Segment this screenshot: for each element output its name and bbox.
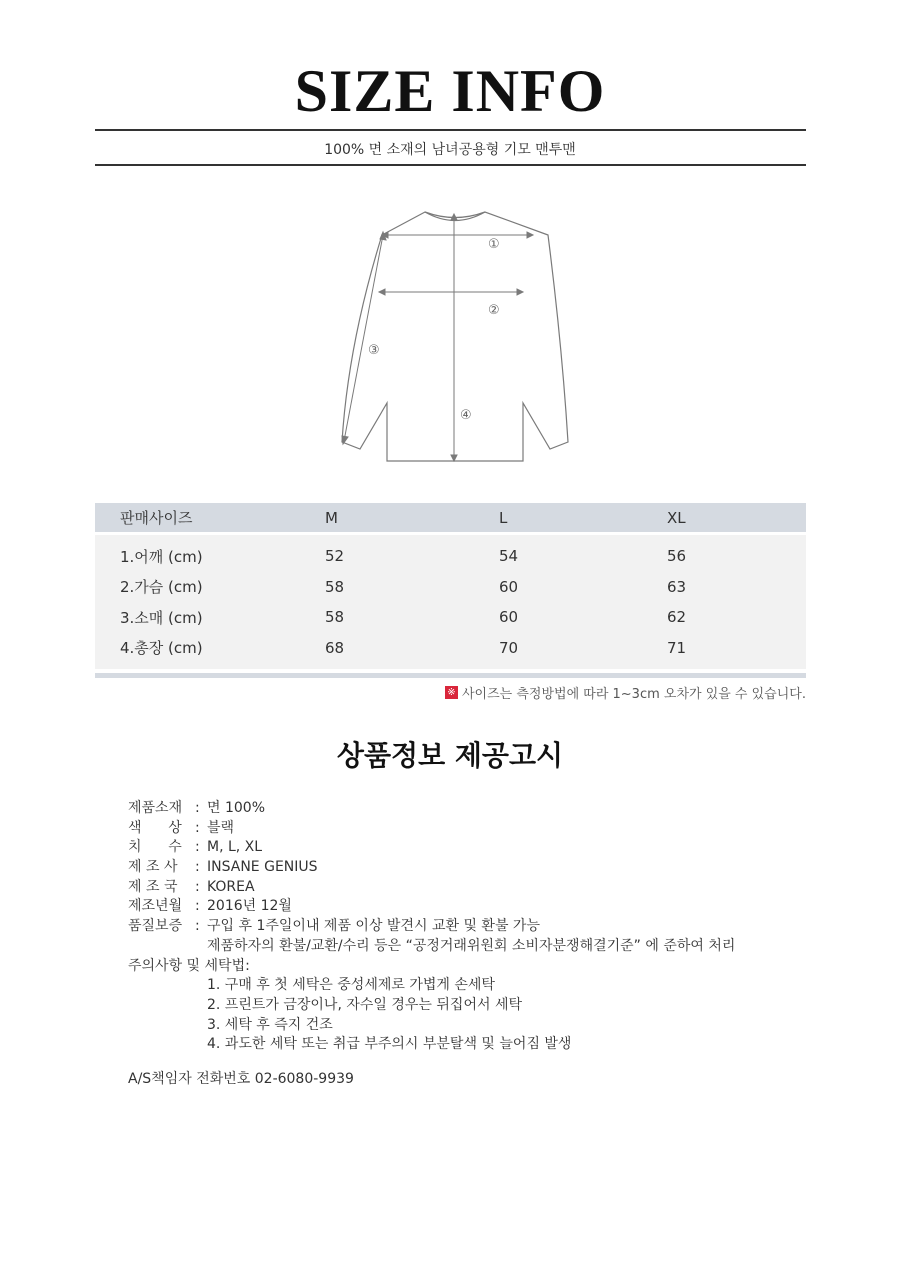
cell-value: 63	[667, 577, 687, 596]
column-header-l: L	[499, 508, 508, 527]
garment-outline	[342, 212, 568, 461]
list-item: 치 수 : M, L, XL	[128, 838, 828, 858]
table-row	[95, 633, 806, 664]
column-header-xl: XL	[667, 508, 686, 527]
product-info-title: 상품정보 제공고시	[336, 739, 564, 772]
table-row	[95, 602, 806, 633]
measurement-note	[445, 683, 806, 702]
cell-value: 60	[499, 577, 519, 596]
info-key: 치 수	[128, 839, 182, 856]
row-label: 3.소매 (cm)	[120, 608, 203, 627]
sweatshirt-measurement-diagram	[330, 205, 580, 470]
list-item: 제 조 국 : KOREA	[128, 878, 828, 898]
product-info-list	[128, 799, 828, 1055]
care-item: 4. 과도한 세탁 또는 취급 부주의시 부분탈색 및 늘어짐 발생	[207, 1036, 572, 1053]
column-header-size: 판매사이즈	[120, 509, 193, 527]
column-header-m: M	[325, 508, 338, 527]
marker-4: ④	[460, 408, 472, 423]
info-value: 구입 후 1주일이내 제품 이상 발견시 교환 및 환불 가능	[207, 918, 540, 935]
marker-2: ②	[488, 303, 500, 318]
cell-value: 52	[325, 547, 345, 566]
page-title: SIZE INFO	[294, 58, 606, 124]
cell-value: 58	[325, 577, 345, 596]
cell-value: 62	[667, 608, 687, 627]
cell-value: 60	[499, 608, 519, 627]
care-item: 1. 구매 후 첫 세탁은 중성세제로 가볍게 손세탁	[207, 977, 495, 994]
title-divider-top	[95, 129, 806, 131]
care-item: 3. 세탁 후 즉지 건조	[207, 1016, 333, 1033]
warranty-extra: 제품하자의 환불/교환/수리 등은 “공정거래위원회 소비자분쟁해결기준” 에 준하여 처리	[207, 937, 736, 954]
info-value: KOREA	[207, 878, 255, 895]
title-divider-bottom	[95, 164, 806, 166]
care-title: 주의사항 및 세탁법:	[128, 957, 250, 974]
info-key: 제 조 국	[128, 878, 178, 895]
info-value: M, L, XL	[207, 839, 263, 856]
row-label: 1.어깨 (cm)	[120, 547, 203, 566]
table-row	[95, 541, 806, 572]
as-contact: A/S책임자 전화번호 02-6080-9939	[128, 1071, 354, 1087]
size-table-footer-bar	[95, 673, 806, 678]
marker-3: ③	[368, 343, 380, 358]
list-item: 제 조 사 : INSANE GENIUS	[128, 858, 828, 878]
list-item: 색 상 : 블랙	[128, 819, 828, 839]
info-value: 2016년 12월	[207, 898, 292, 915]
info-key: 제조년월	[128, 898, 183, 915]
info-key: 품질보증	[128, 918, 183, 935]
product-subtitle: 100% 면 소재의 남녀공용형 기모 맨투맨	[324, 142, 576, 158]
note-text: 사이즈는 측정방법에 따라 1~3cm 오차가 있을 수 있습니다.	[461, 687, 806, 702]
info-value: INSANE GENIUS	[207, 859, 318, 876]
cell-value: 54	[499, 547, 519, 566]
table-row	[95, 572, 806, 603]
size-table	[95, 503, 806, 678]
note-mark-icon: ※	[445, 686, 458, 699]
info-key: 색 상	[128, 819, 182, 836]
list-item: 제조년월 : 2016년 12월	[128, 897, 828, 917]
size-table-body	[95, 535, 806, 669]
cell-value: 68	[325, 638, 345, 657]
cell-value: 70	[499, 638, 519, 657]
marker-1: ①	[488, 237, 500, 252]
info-key: 제 조 사	[128, 859, 178, 876]
list-item: 제품소재 : 면 100%	[128, 799, 828, 819]
sleeve-measure-line	[344, 235, 383, 441]
info-key: 제품소재	[128, 800, 183, 816]
row-label: 4.총장 (cm)	[120, 639, 203, 658]
info-value: 면 100%	[207, 800, 265, 816]
size-table-header	[95, 503, 806, 532]
list-item: 품질보증 : 구입 후 1주일이내 제품 이상 발견시 교환 및 환불 가능	[128, 917, 828, 937]
info-value: 블랙	[207, 819, 235, 836]
row-label: 2.가슴 (cm)	[120, 578, 203, 597]
care-item: 2. 프린트가 금장이나, 자수일 경우는 뒤집어서 세탁	[207, 996, 522, 1013]
cell-value: 71	[667, 638, 687, 657]
cell-value: 56	[667, 547, 687, 566]
cell-value: 58	[325, 608, 345, 627]
